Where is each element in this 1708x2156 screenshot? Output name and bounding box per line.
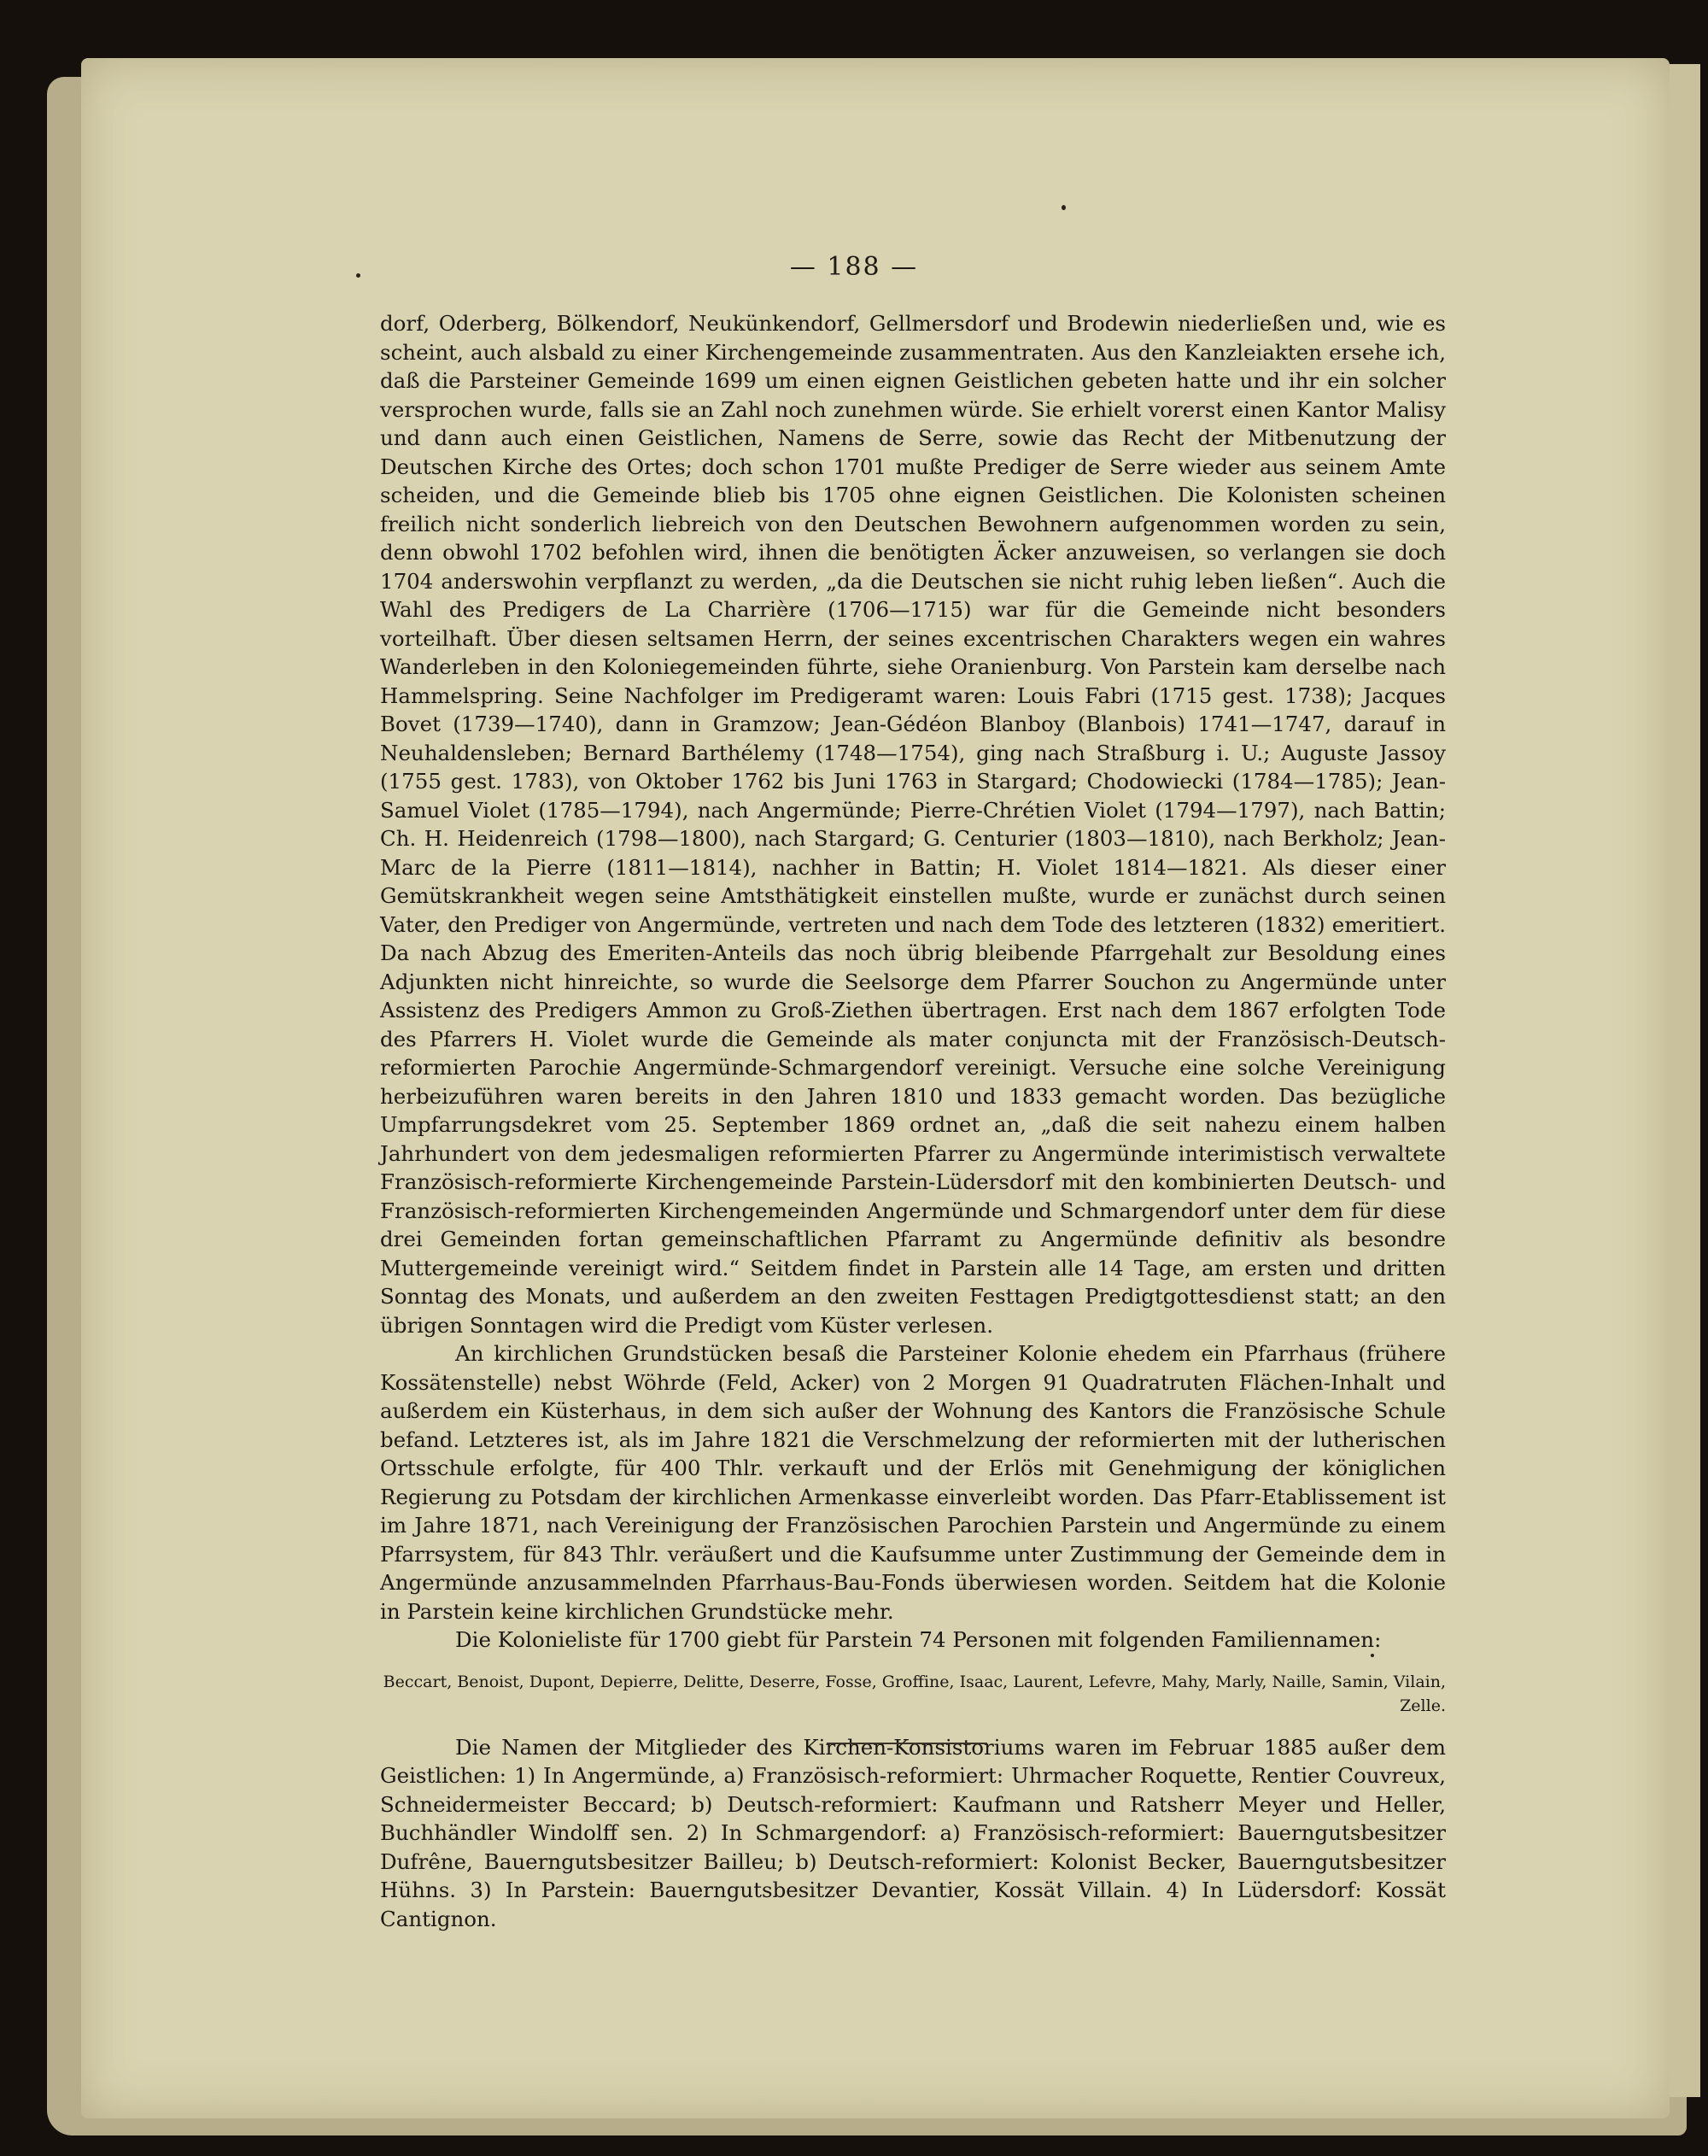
body-text: [380, 309, 1446, 1933]
paragraph-konsistorium: Die Namen der Mitglieder des Kirchen-Konsistoriums waren im Februar 1885 außer dem Geistlichen: 1) In Angermünde, a) Französisch-reformiert: Uhrmacher Roquette, Rentier Couvreux, Schneidermeister Beccard; b) Deutsch-reformiert: Kaufmann und Ratsherr Meyer und Heller, Buchhändler Windolff sen. 2) In Schmargendorf: a) Französisch-reformiert: Bauerngutsbesitzer Dufrêne, Bauerngutsbesitzer Bailleu; b) Deutsch-reformiert: Kolonist Becker, Bauerngutsbesitzer Hühns. 3) In Parstein: Bauerngutsbesitzer Devantier, Kossät Villain. 4) In Lüdersdorf: Kossät Cantignon.: [380, 1734, 1446, 1931]
family-names-list: Beccart, Benoist, Dupont, Depierre, Delitte, Deserre, Fosse, Groffine, Isaac, Laurent, Lefevre, Mahy, Marly, Naille, Samin, Vilain, Zelle.: [383, 1672, 1446, 1715]
ink-speck: [1062, 205, 1066, 210]
paragraph-kolonieliste: Die Kolonieliste für 1700 giebt für Parstein 74 Personen mit folgenden Familiennamen:: [455, 1627, 1382, 1652]
right-page-edge: [1665, 64, 1700, 2097]
paragraph-continuation: dorf, Oderberg, Bölkendorf, Neukünkendorf, Gellmersdorf und Brodewin niederließen und, wie es scheint, auch alsbald zu einer Kirchengemeinde zusammentraten. Aus den Kanzleiakten ersehe ich, daß die Parsteiner Gemeinde 1699 um einen eignen Geistlichen gebeten hatte und ihr ein solcher versprochen wurde, falls sie an Zahl noch zunehmen würde. Sie erhielt vorerst einen Kantor Malisy und dann auch einen Geistlichen, Namens de Serre, sowie das Recht der Mitbenutzung der Deutschen Kirche des Ortes; doch schon 1701 mußte Prediger de Serre wieder aus seinem Amte scheiden, und die Gemeinde blieb bis 1705 ohne eignen Geistlichen. Die Kolonisten scheinen freilich nicht sonderlich liebreich von den Deutschen Bewohnern aufgenommen worden zu sein, denn obwohl 1702 befohlen wird, ihnen die benötigten Äcker anzuweisen, so verlangen sie doch 1704 anderswohin verpflanzt zu werden, „da die Deutschen sie nicht ruhig leben ließen“. Auch die Wahl des Predigers de La Charrière (1706—1715) war für die Gemeinde nicht besonders vorteilhaft. Über diesen seltsamen Herrn, der seines excentrischen Charakters wegen ein wahres Wanderleben in den Koloniegemeinden führte, siehe Oranienburg. Von Parstein kam derselbe nach Hammelspring. Seine Nachfolger im Predigeramt waren: Louis Fabri (1715 gest. 1738); Jacques Bovet (1739—1740), dann in Gramzow; Jean-Gédéon Blanboy (Blanbois) 1741—1747, darauf in Neuhaldensleben; Bernard Barthélemy (1748—1754), ging nach Straßburg i. U.; Auguste Jassoy (1755 gest. 1783), von Oktober 1762 bis Juni 1763 in Stargard; Chodowiecki (1784—1785); Jean-Samuel Violet (1785—1794), nach Angermünde; Pierre-Chrétien Violet (1794—1797), nach Battin; Ch. H. Heidenreich (1798—1800), nach Stargard; G. Centurier (1803—1810), nach Berkholz; Jean-Marc de la Pierre (1811—1814), nachher in Battin; H. Violet 1814—1821. Als dieser einer Gemütskrankheit wegen seine Amtsthätigkeit einstellen mußte, wurde er zunächst durch seinen Vater, den Prediger von Angermünde, vertreten und nach dem Tode des letzteren (1832) emeritiert. Da nach Abzug des Emeriten-Anteils das noch übrig bleibende Pfarrgehalt zur Besoldung eines Adjunkten nicht hinreichte, so wurde die Seelsorge dem Pfarrer Souchon zu Angermünde unter Assistenz des Predigers Ammon zu Groß-Ziethen übertragen. Erst nach dem 1867 erfolgten Tode des Pfarrers H. Violet wurde die Gemeinde als mater conjuncta mit der Französisch-Deutsch-reformierten Parochie Angermünde-Schmargendorf vereinigt. Versuche eine solche Vereinigung herbeizuführen waren bereits in den Jahren 1810 und 1833 gemacht worden. Das bezügliche Umpfarrungsdekret vom 25. September 1869 ordnet an, „daß die seit nahezu einem halben Jahrhundert von dem jedesmaligen reformierten Pfarrer zu Angermünde interimistisch verwaltete Französisch-reformierte Kirchengemeinde Parstein-Lüdersdorf mit den kombinierten Deutsch- und Französisch-reformierten Kirchengemeinden Angermünde und Schmargendorf unter dem für diese drei Gemeinden fortan gemeinschaftlichen Pfarramt zu Angermünde definitiv als besondre Muttergemeinde vereinigt wird.“ Seitdem findet in Parstein alle 14 Tage, am ersten und dritten Sonntag des Monats, und außerdem an den zweiten Festtagen Predigtgottesdienst statt; an den übrigen Sonntagen wird die Predigt vom Küster verlesen.: [380, 311, 1446, 1338]
closing-rule: [827, 1743, 987, 1744]
paragraph-grundstuecke: An kirchlichen Grundstücken besaß die Parsteiner Kolonie ehedem ein Pfarrhaus (frühere Kossätenstelle) nebst Wöhrde (Feld, Acker) von 2 Morgen 91 Quadratruten Flächen-Inhalt und außerdem ein Küsterhaus, in dem sich außer der Wohnung des Kantors die Französische Schule befand. Letzteres ist, als im Jahre 1821 die Verschmelzung der reformierten mit der lutherischen Ortsschule erfolgte, für 400 Thlr. verkauft und der Erlös mit Genehmigung der königlichen Regierung zu Potsdam der kirchlichen Armenkasse einverleibt worden. Das Pfarr-Etablissement ist im Jahre 1871, nach Vereinigung der Französischen Parochien Parstein und Angermünde zu einem Pfarrsystem, für 843 Thlr. veräußert und die Kaufsumme unter Zustimmung der Gemeinde dem in Angermünde anzusammelnden Pfarrhaus-Bau-Fonds überwiesen worden. Seitdem hat die Kolonie in Parstein keine kirchlichen Grundstücke mehr.: [380, 1341, 1446, 1624]
page-number: — 188 —: [789, 252, 919, 282]
